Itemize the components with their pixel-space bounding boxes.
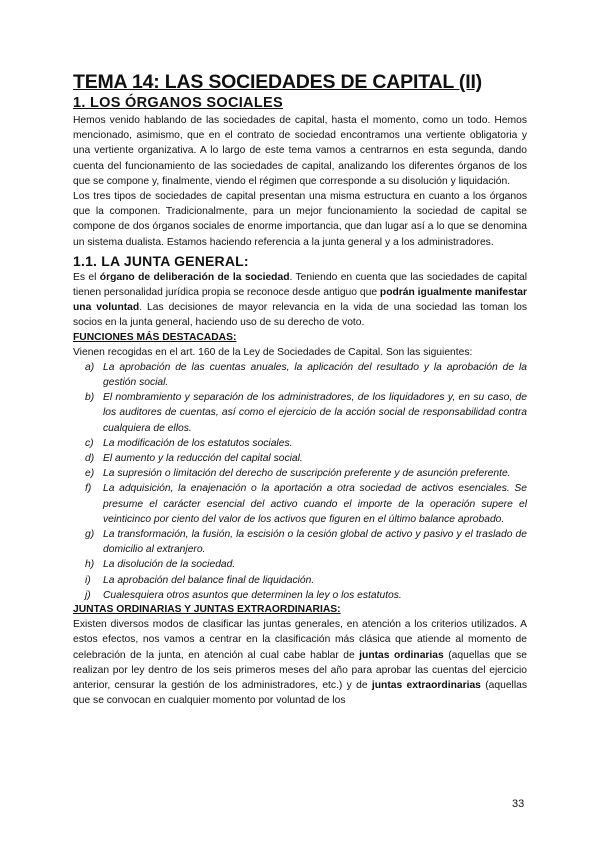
functions-heading: FUNCIONES MÁS DESTACADAS: [73, 331, 237, 343]
functions-intro: Vienen recogidas en el art. 160 de la Ley de Sociedades de Capital. Son las siguientes: [73, 346, 473, 358]
list-item: b) El nombramiento y separación de los administradores, de los liquidadores y, en su caso, de los auditores de cuentas, así como el ejercicio de la acción social de responsabilidad contra cualquiera de ellos. [85, 392, 527, 434]
section-heading: 1. LOS ÓRGANOS SOCIALES [73, 95, 283, 111]
list-item: d) El aumento y la reducción del capital social. [85, 453, 303, 465]
list-item: j) Cualesquiera otros asuntos que determinen la ley o los estatutos. [85, 589, 402, 601]
paragraph: Hemos venido hablando de las sociedades de capital, hasta el momento, como un todo. Hemos mencionado, asimismo, que en el contrato de sociedad encontramos una vertiente obligatoria y una vertiente organizativa. A lo largo de este tema vamos a centrarnos en esta segunda, dando cuenta del funcionamiento de las sociedades de capital, analizando los diferentes órganos de los que se compone y, finalmente, viendo el régimen que corresponde a su disolución y liquidación. [73, 115, 527, 187]
list-item: a) La aprobación de las cuentas anuales, la aplicación del resultado y la aprobación de la gestión social. [85, 361, 527, 389]
list-item: c) La modificación de los estatutos sociales. [85, 437, 293, 449]
document-page [73, 70, 527, 708]
paragraph: Los tres tipos de sociedades de capital presentan una misma estructura en cuanto a los órganos que la componen. Tradicionalmente, para un mejor funcionamiento la sociedad de capital se compone de dos órganos sociales de enorme importancia, que dan lugar así a lo que se denomina un sistema dualista. Estamos haciendo referencia a la junta general y a los administradores. [73, 191, 527, 248]
list-item: e) La supresión o limitación del derecho de suscripción preferente y de asunción preferente. [85, 468, 511, 480]
list-item: g) La transformación, la fusión, la escisión o la cesión global de activo y pasivo y el traslado de domicilio al extranjero. [85, 529, 527, 556]
subsection-heading: 1.1. LA JUNTA GENERAL: [73, 252, 249, 269]
list-item: f) La adquisición, la enajenación o la aportación a otra sociedad de activos esenciales. Se presume el carácter esencial del activo cuando el importe de la operación supere el veinticinco por ciento del valor de los activos que figuren en el último balance aprobado. [85, 483, 527, 525]
paragraph: Existen diversos modos de clasificar las juntas generales, en atención a los criterios utilizados. A estos efectos, nos vamos a centrar en la clasificación más clásica que atiende al momento de celebración de la junta, en atención al cual cabe hablar de juntas ordinarias (aquellas que se realizan por ley dentro de los seis primeros meses del año para aprobar las cuentas del ejercicio anterior, censurar la gestión de los administradores, etc.) y de juntas extraordinarias (aquellas que se convocan en cualquier momento por voluntad de los [73, 619, 527, 707]
list-item: h) La disolución de la sociedad. [85, 559, 236, 571]
page-title: TEMA 14: LAS SOCIEDADES DE CAPITAL (II) [73, 71, 482, 93]
functions-list [73, 360, 527, 603]
list-item: i) La aprobación del balance final de liquidación. [85, 574, 315, 586]
page-number: 33 [512, 798, 525, 810]
juntas-heading: JUNTAS ORDINARIAS Y JUNTAS EXTRAORDINARIAS: [73, 604, 341, 616]
paragraph: Es el órgano de deliberación de la sociedad. Teniendo en cuenta que las sociedades de capital tienen personalidad jurídica propia se reconoce desde antiguo que podrán igualmente manifestar una voluntad. Las decisiones de mayor relevancia en la vida de una sociedad las toman los socios en la junta general, haciendo uso de su derecho de voto. [73, 271, 527, 329]
